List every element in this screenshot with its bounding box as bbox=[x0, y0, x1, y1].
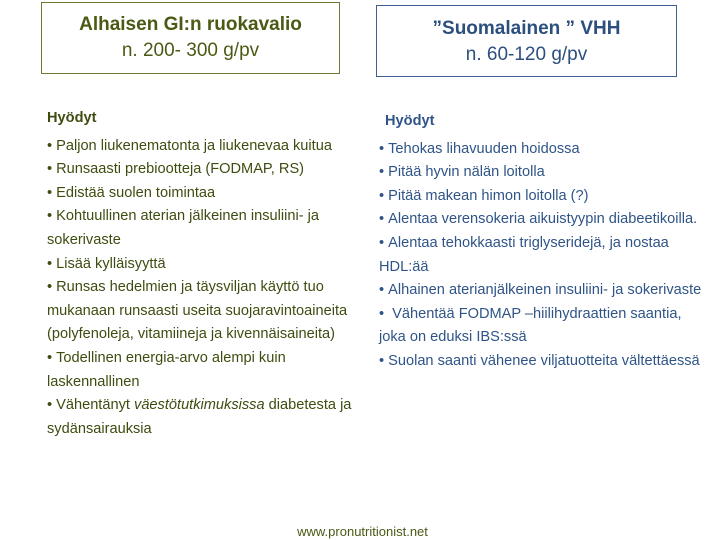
list-item: • Pitää makean himon loitolla (?) bbox=[379, 187, 589, 204]
list-item: • Tehokas lihavuuden hoidossa bbox=[379, 140, 580, 157]
bullet-icon: • bbox=[379, 187, 385, 204]
left-title: Alhaisen GI:n ruokavalio bbox=[79, 14, 302, 35]
left-subtitle: n. 200- 300 g/pv bbox=[121, 40, 260, 61]
bullet-icon: • bbox=[47, 279, 53, 296]
left-benefits-column bbox=[47, 107, 357, 441]
list-item: • Runsaasti prebiootteja (FODMAP, RS) bbox=[47, 161, 305, 178]
bullet-icon: • bbox=[47, 255, 53, 272]
right-subtitle: n. 60-120 g/pv bbox=[465, 44, 588, 65]
list-item: • Lisää kylläisyyttä bbox=[47, 255, 166, 272]
bullet-icon: • bbox=[47, 161, 53, 178]
bullet-icon: • bbox=[379, 282, 385, 299]
list-item: • Alentaa tehokkaasti triglyseridejä, ja nostaa HDL:ää bbox=[379, 234, 669, 275]
bullet-icon: • bbox=[379, 234, 385, 251]
list-item: • Paljon liukenematonta ja liukenevaa kuitua bbox=[47, 137, 332, 154]
list-item: • Todellinen energia-arvo alempi kuin laskennallinen bbox=[47, 349, 286, 390]
bullet-icon: • bbox=[47, 208, 53, 225]
left-benefits-list bbox=[47, 135, 357, 442]
list-item: • Vähentänyt väestötutkimuksissa diabetesta ja sydänsairauksia bbox=[47, 397, 352, 437]
list-item: • Edistää suolen toimintaa bbox=[47, 184, 216, 201]
right-heading: Hyödyt bbox=[385, 113, 435, 129]
bullet-icon: • bbox=[47, 184, 53, 201]
footer-url: www.pronutritionist.net bbox=[297, 524, 428, 539]
list-item: • Suolan saanti vähenee viljatuotteita vältettäessä bbox=[379, 352, 700, 369]
list-item: • Alhainen aterianjälkeinen insuliini- ja sokerivaste bbox=[379, 282, 702, 299]
left-title-box bbox=[41, 2, 340, 74]
right-benefits-list bbox=[379, 138, 709, 374]
list-item: • Pitää hyvin nälän loitolla bbox=[379, 164, 545, 181]
list-item: • Vähentää FODMAP –hiilihydraattien saantia, joka on eduksi IBS:ssä bbox=[379, 305, 682, 346]
left-heading: Hyödyt bbox=[47, 110, 97, 126]
bullet-icon: • bbox=[47, 397, 53, 414]
list-item: • Runsas hedelmien ja täysviljan käyttö tuo mukanaan runsaasti useita suojaravintoaineita (polyfenoleja, vitamiineja ja kivennäisaineita) bbox=[47, 279, 348, 343]
bullet-icon: • bbox=[379, 211, 385, 228]
bullet-icon: • bbox=[379, 140, 385, 157]
bullet-icon: • bbox=[47, 137, 53, 154]
bullet-icon: • bbox=[379, 352, 385, 369]
right-title-box bbox=[376, 5, 677, 77]
list-item: • Alentaa verensokeria aikuistyypin diabeetikoilla. bbox=[379, 211, 698, 228]
bullet-icon: • bbox=[47, 349, 53, 366]
bullet-icon: • bbox=[379, 305, 385, 322]
bullet-icon: • bbox=[379, 164, 385, 181]
right-title: ”Suomalainen ” VHH bbox=[432, 18, 621, 39]
right-benefits-column bbox=[379, 110, 709, 374]
list-item: • Kohtuullinen aterian jälkeinen insuliini- ja sokerivaste bbox=[47, 208, 319, 248]
